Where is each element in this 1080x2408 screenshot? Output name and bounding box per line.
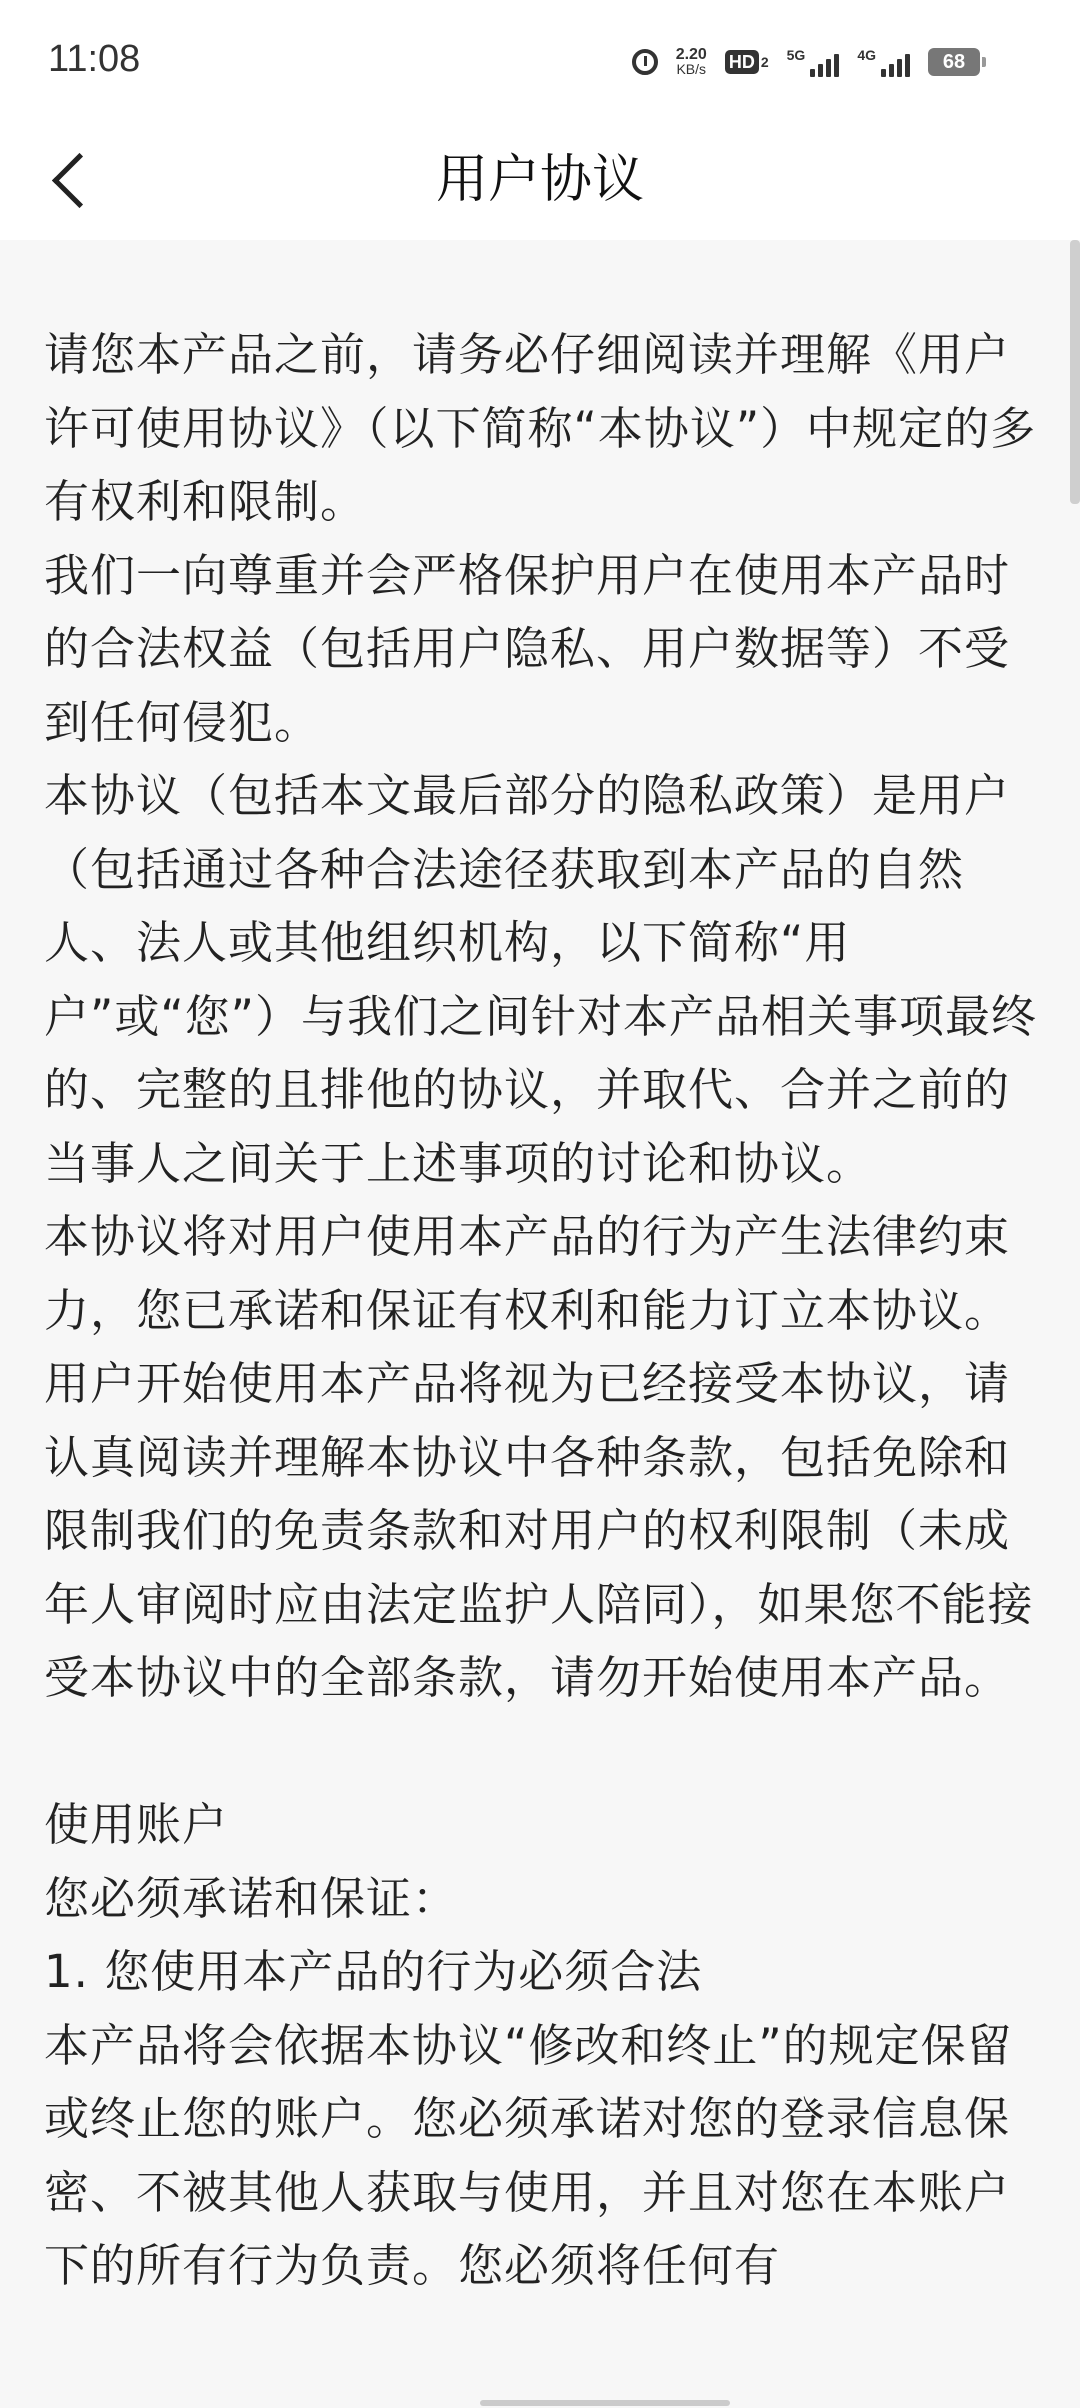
signal-4g-icon [857, 47, 910, 77]
page-title: 用户协议 [435, 150, 644, 210]
signal-5g-label: 5G [786, 47, 806, 63]
network-speed-value: 2.20 [675, 46, 707, 63]
section-title: 使用账户 [44, 1798, 229, 1851]
section-item: 1. 您使用本产品的行为必须合法 [44, 1945, 703, 1998]
home-indicator[interactable] [480, 2400, 730, 2406]
agreement-text [44, 318, 1044, 2303]
signal-5g-icon [787, 47, 840, 77]
battery-level: 68 [942, 51, 966, 73]
hd-icon [725, 50, 769, 74]
alarm-icon [632, 49, 658, 75]
agreement-content[interactable] [0, 240, 1080, 2408]
battery-icon [928, 48, 980, 76]
network-speed-unit: KB/s [676, 61, 707, 77]
status-time: 11:08 [48, 38, 141, 80]
hd-label: HD [725, 50, 759, 74]
network-speed [676, 48, 707, 76]
section-intro: 您必须承诺和保证： [44, 1871, 459, 1925]
spacer [44, 1715, 1044, 1789]
section-item-body: 本产品将会依据本协议“修改和终止”的规定保留或终止您的账户。您必须承诺对您的登录信息保密、不被其他人获取与使用，并且对您在本账户下的所有行为负责。您必须将任何有 [44, 2018, 1013, 2292]
agreement-paragraph: 本协议将对用户使用本产品的行为产生法律约束力，您已承诺和保证有权利和能力订立本协议。用户开始使用本产品将视为已经接受本协议，请认真阅读并理解本协议中各种条款，包括免除和限制我们的免责条款和对用户的权利限制（未成年人审阅时应由法定监护人陪同），如果您不能接受本协议中的全部条款，请勿开始使用本产品。 [44, 1210, 1034, 1704]
agreement-paragraph: 本协议（包括本文最后部分的隐私政策）是用户（包括通过各种合法途径获取到本产品的自然人、法人或其他组织机构，以下简称“用户”或“您”）与我们之间针对本产品相关事项最终的、完整的且排他的协议，并取代、合并之前的当事人之间关于上述事项的讨论和协议。 [44, 769, 1037, 1190]
agreement-paragraph: 请您本产品之前，请务必仔细阅读并理解《用户许可使用协议》（以下简称“本协议”）中规定的多有权利和限制。 [44, 328, 1037, 528]
scrollbar[interactable] [1070, 240, 1080, 504]
hd-sim-number: 2 [760, 54, 769, 70]
status-bar [0, 0, 1080, 120]
agreement-paragraph: 我们一向尊重并会严格保护用户在使用本产品时的合法权益（包括用户隐私、用户数据等）不受到任何侵犯。 [44, 548, 1011, 749]
status-icons [632, 42, 980, 82]
signal-4g-label: 4G [857, 47, 876, 63]
header-bar [0, 120, 1080, 240]
